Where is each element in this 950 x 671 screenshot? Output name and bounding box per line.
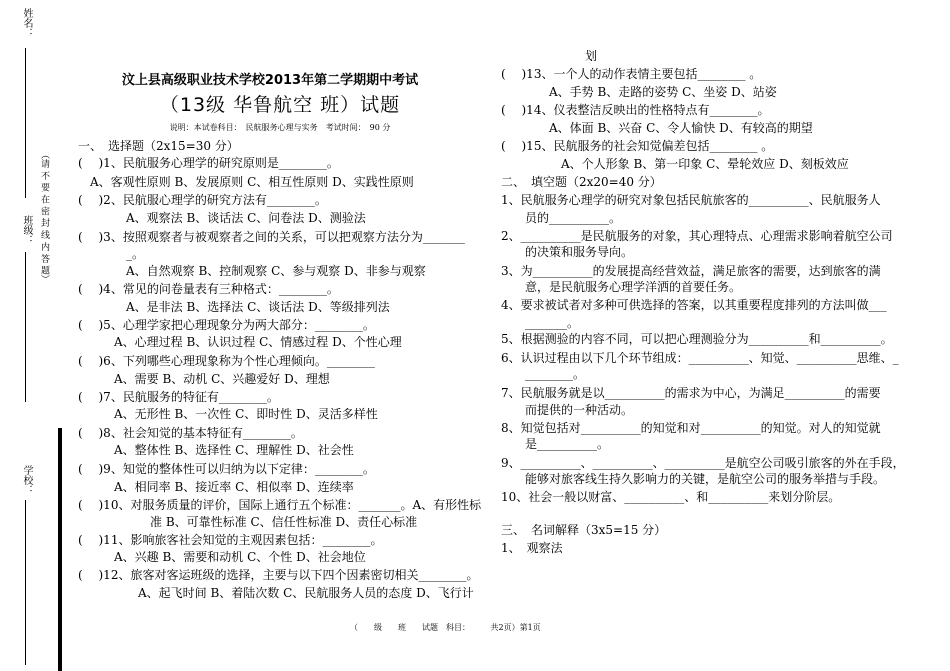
fill-blank-line-cont: 意，是民航服务心理学洋洒的首要任务。	[501, 280, 742, 294]
exam-title: 汶上县高级职业技术学校2013年第二学期期中考试	[121, 73, 419, 88]
question-line: ( )14、仪表整洁反映出的性格特点有________。	[501, 103, 770, 117]
question-options: A、相同率 B、接近率 C、相似率 D、连续率	[78, 480, 354, 494]
question-options: A、个人形象 B、第一印象 C、晕轮效应 D、刻板效应	[501, 157, 849, 171]
fill-blank-line: 10、社会一般以财富、__________、和__________来划分阶层。	[501, 490, 841, 504]
fill-blank-line: 8、知觉包括对__________的知觉和对__________的知觉。对人的知觉就	[501, 421, 881, 435]
fill-blank-line: 4、要求被试者对多种可供选择的答案，以其重要程度排列的方法叫做___	[501, 298, 887, 312]
binding-margin	[0, 0, 66, 671]
fill-blank-line: 2、__________是民航服务的对象，其心理特点、心理需求影响着航空公司	[501, 229, 893, 243]
question-options: A、需要 B、动机 C、兴趣爱好 D、理想	[78, 372, 330, 386]
question-options: A、体面 B、兴奋 C、令人愉快 D、有较高的期望	[501, 121, 813, 135]
footer-info: （ 级 班 试题 科目：	[350, 623, 470, 632]
question-line: ( )1、民航服务心理学的研究原则是________。	[78, 156, 339, 170]
question-options: A、整体性 B、选择性 C、理解性 D、社会性	[78, 443, 354, 457]
fill-blank-line-cont: 而提供的一种活动。	[501, 403, 634, 417]
seal-bar	[58, 428, 62, 671]
question-line: ( )4、常见的问卷量表有三种格式：________。	[78, 282, 339, 296]
question-options: A、客观性原则 B、发展原则 C、相互性原则 D、实践性原则	[78, 175, 414, 189]
question-options: A、起飞时间 B、着陆次数 C、民航服务人员的态度 D、飞行计	[78, 586, 474, 600]
question-line: ( )6、下列哪些心理现象称为个性心理倾向。________	[78, 354, 375, 368]
question-options: A、观察法 B、谈话法 C、问卷法 D、测验法	[78, 211, 366, 225]
fill-blank-line-cont: 是__________。	[501, 437, 610, 451]
question-options: 准 B、可靠性标准 C、信任性标准 D、责任心标准	[78, 515, 418, 529]
question-line: ( )12、旅客对客运班级的选择，主要与以下四个因素密切相关________。	[78, 568, 479, 582]
fill-blank-line-cont: 的决策和服务导向。	[501, 245, 634, 259]
term-question: 1、 观察法	[501, 541, 563, 555]
exam-info: 说明：本试卷科目： 民航服务心理与实务 考试时间： 90 分	[169, 123, 391, 132]
question-line: ( )3、按照观察者与被观察者之间的关系，可以把观察方法分为_______	[78, 230, 465, 244]
footer-page: 共2页）第1页	[490, 623, 541, 632]
class-label: 班级：	[21, 215, 32, 245]
fill-blank-line: 9、__________、__________、__________是航空公司吸引旅客的外在手段，	[501, 456, 905, 470]
fill-blank-line-cont: ________。	[501, 367, 586, 381]
fill-blank-line: 1、民航服务心理学的研究对象包括民航旅客的__________、民航服务人	[501, 193, 881, 207]
question-line: ( )7、民航服务的特征有________。	[78, 390, 279, 404]
fill-blank-line-cont: 能够对旅客线生持久影响力的关键，是航空公司的服务举措与手段。	[501, 472, 886, 486]
question-options: A、兴趣 B、需要和动机 C、个性 D、社会地位	[78, 550, 366, 564]
fill-blank-line: 5、根据测验的内容不同，可以把心理测验分为__________和__________。	[501, 332, 893, 346]
fill-blank-line-cont: _______。	[501, 316, 580, 330]
exam-subtitle: （13级 华鲁航空 班）试题	[159, 94, 401, 116]
school-label: 学校：	[21, 465, 32, 495]
question-options: A、自然观察 B、控制观察 C、参与观察 D、非参与观察	[78, 264, 426, 278]
section-heading: 一、 选择题（2x15=30 分）	[78, 139, 239, 153]
class-line	[25, 252, 26, 402]
question-line: ( )10、对服务质量的评价，国际上通行五个标准：_______。A、有形性标	[78, 498, 482, 512]
fill-blank-line-cont: 员的__________。	[501, 211, 622, 225]
question-line: ( )5、心理学家把心理现象分为两大部分：________。	[78, 318, 375, 332]
question-line: ( )11、影响旅客社会知觉的主观因素包括：________。	[78, 533, 383, 547]
page-footer	[350, 622, 610, 633]
question-line: ( )13、一个人的动作表情主要包括________ 。	[501, 67, 762, 81]
fill-blank-line: 6、认识过程由以下几个环节组成：__________、知觉、__________思维、_	[501, 351, 899, 365]
question-options-cont: 划	[501, 49, 598, 63]
question-line-cont: _。	[78, 247, 145, 261]
question-options: A、无形性 B、一次性 C、即时性 D、灵活多样性	[78, 407, 378, 421]
section-heading: 三、 名词解释（3x5=15 分）	[501, 523, 667, 537]
section-heading: 二、 填空题（2x20=40 分）	[501, 175, 662, 189]
question-options: A、是非法 B、选择法 C、谈话法 D、等级排列法	[78, 300, 390, 314]
name-line	[25, 48, 26, 198]
question-options: A、心理过程 B、认识过程 C、情感过程 D、个性心理	[78, 335, 402, 349]
question-line: ( )9、知觉的整体性可以归纳为以下定律：________。	[78, 462, 375, 476]
question-line: ( )2、民航服心理学的研究方法有________。	[78, 193, 327, 207]
name-label: 姓名：	[21, 8, 32, 38]
fill-blank-line: 7、民航服务就是以__________的需求为中心，为满足__________的需要	[501, 386, 881, 400]
school-line	[25, 500, 26, 665]
question-options: A、手势 B、走路的姿势 C、坐姿 D、站姿	[501, 85, 777, 99]
question-line: ( )15、民航服务的社会知觉偏差包括________ 。	[501, 139, 774, 153]
sealing-note: （请 不 要 在 密 封 线 内 答 题）	[39, 150, 49, 284]
question-line: ( )8、社会知觉的基本特征有________。	[78, 426, 303, 440]
fill-blank-line: 3、为__________的发展提高经营效益，满足旅客的需要，达到旅客的满	[501, 264, 881, 278]
